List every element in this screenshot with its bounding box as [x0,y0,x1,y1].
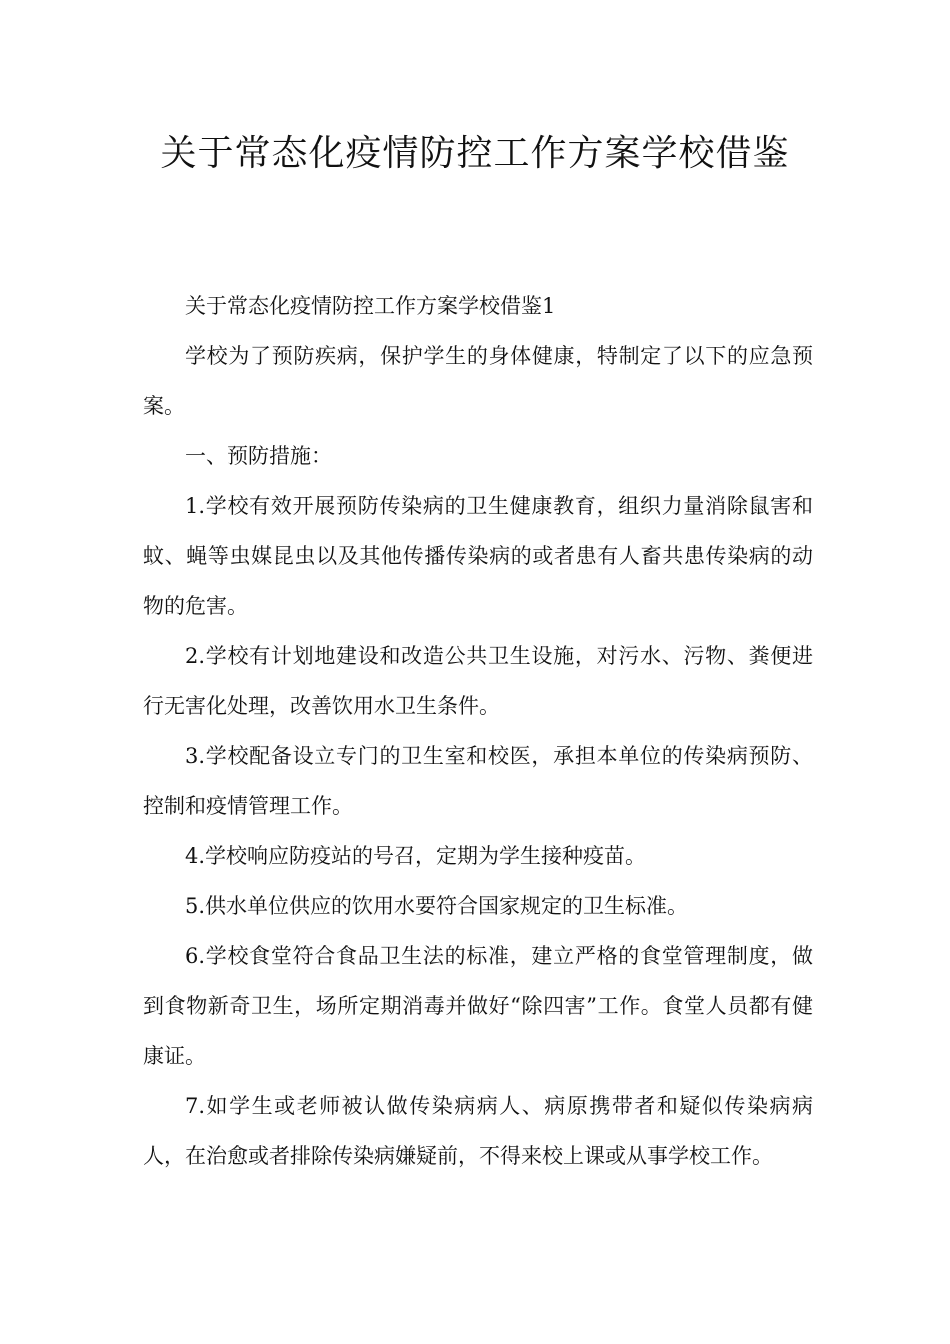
paragraph-intro: 学校为了预防疾病，保护学生的身体健康，特制定了以下的应急预案。 [143,344,813,418]
document-body [143,281,813,1181]
paragraph-item-7: 7.如学生或老师被认做传染病病人、病原携带者和疑似传染病病人，在治愈或者排除传染病嫌疑前，不得来校上课或从事学校工作。 [143,1094,813,1168]
document-title: 关于常态化疫情防控工作方案学校借鉴 [160,133,790,174]
paragraph-item-3: 3.学校配备设立专门的卫生室和校医，承担本单位的传染病预防、控制和疫情管理工作。 [143,744,813,818]
paragraph-item-6: 6.学校食堂符合食品卫生法的标准，建立严格的食堂管理制度，做到食物新奇卫生，场所定期消毒并做好“除四害”工作。食堂人员都有健康证。 [143,944,813,1068]
paragraph-item-2: 2.学校有计划地建设和改造公共卫生设施，对污水、污物、粪便进行无害化处理，改善饮用水卫生条件。 [143,644,813,718]
section-heading-prevention: 一、预防措施： [185,444,332,468]
paragraph-item-4: 4.学校响应防疫站的号召，定期为学生接种疫苗。 [185,844,647,868]
paragraph-subtitle: 关于常态化疫情防控工作方案学校借鉴1 [185,294,556,318]
paragraph-item-5: 5.供水单位供应的饮用水要符合国家规定的卫生标准。 [185,894,689,918]
paragraph-item-1: 1.学校有效开展预防传染病的卫生健康教育，组织力量消除鼠害和蚊、蝇等虫媒昆虫以及其他传播传染病的或者患有人畜共患传染病的动物的危害。 [143,494,813,618]
